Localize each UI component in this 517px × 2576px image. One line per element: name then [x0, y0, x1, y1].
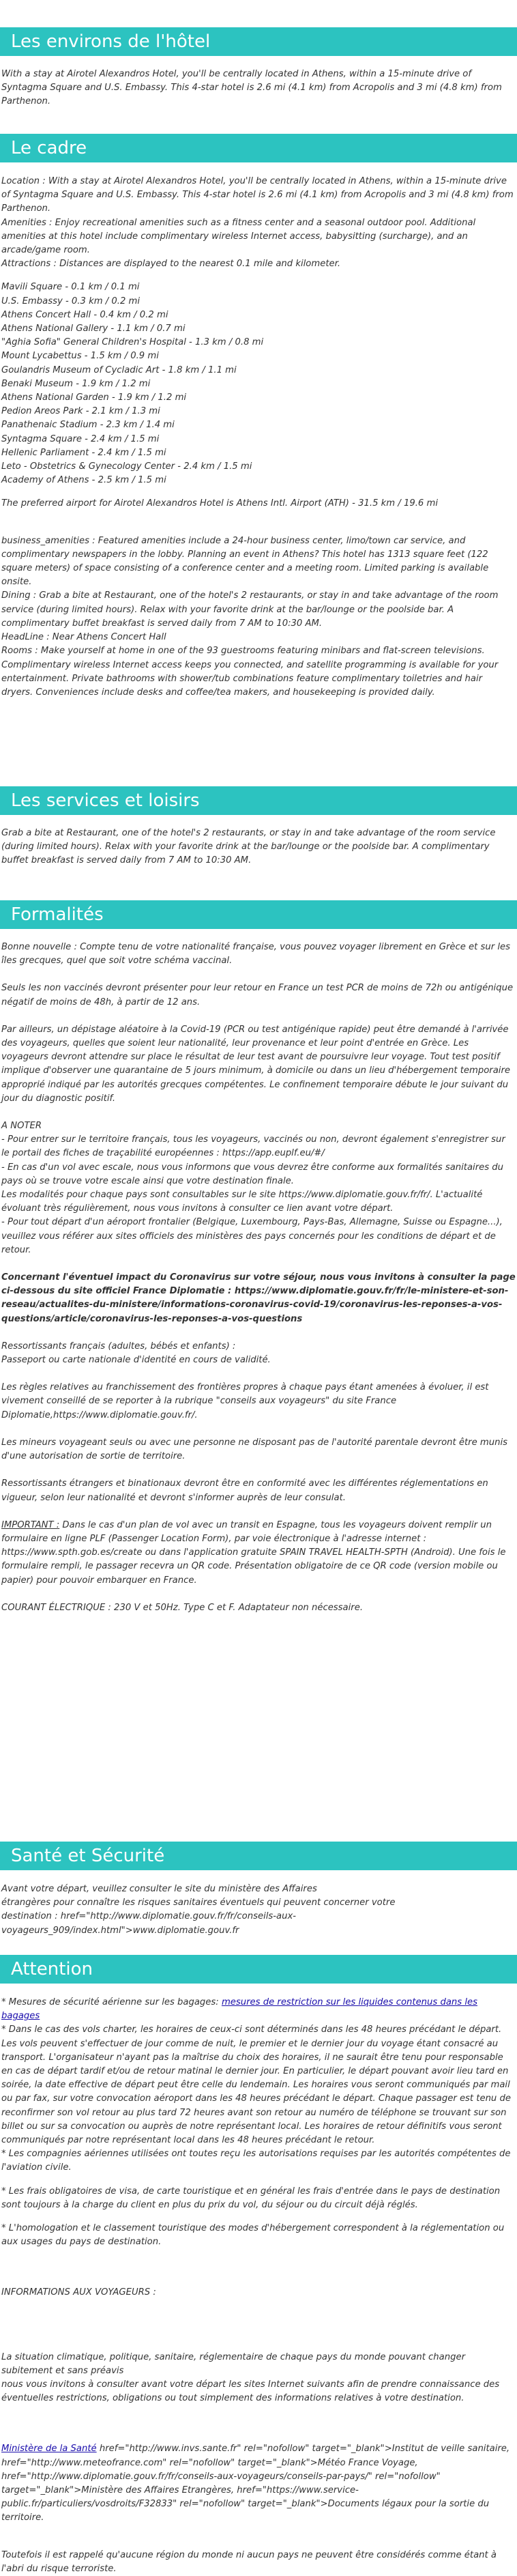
section-attention	[0, 1955, 517, 1984]
environs-text	[0, 68, 517, 109]
section-sante	[0, 1842, 517, 1870]
distance-item: "Aghia Sofia" General Children's Hospital - 1.3 km / 0.8 mi	[1, 337, 264, 348]
anoter-item: Les modalités pour chaque pays sont consultables sur le site https://www.diplomatie.gouv.fr/fr/. L'actualité évoluant très régulièrement, nous vous invitons à consulter ce lien avant votre départ.	[1, 1190, 483, 1214]
coronavirus-notice: Concernant l'éventuel impact du Coronavirus sur votre séjour, nous vous invitons à consulter la page ci-dessous du site officiel France Diplomatie : https://www.diplomatie.gouv.fr/fr/le-ministere-et-son-reseau/actualites-du-ministere/informations-coronavirus-covid-19/coronavirus-les-reponses-a-vos-questions/article/coronavirus-les-reponses-a-vos-questions	[1, 1272, 516, 1324]
section-title-attention: Attention	[0, 1955, 517, 1984]
cadre-amenities: Amenities : Enjoy recreational amenities such as a fitness center and a seasonal outdoor pool. Additional amenities at this hotel include complimentary wireless Internet access, babysitting (surcharge), and an arcade/game room.	[1, 217, 476, 256]
etrangers-notice: Ressortissants étrangers et binationaux devront être en conformité avec les différentes réglementations en vigueur, selon leur nationalité et devront s'informer auprès de leur consulat.	[1, 1478, 488, 1503]
anoter-title: A NOTER	[1, 1121, 42, 1132]
distance-item: Goulandris Museum of Cycladic Art - 1.8 km / 1.1 mi	[1, 364, 237, 375]
liens-text: href="http://www.invs.sante.fr" rel="nofollow" target="_blank">Institut de veille sanitaire, href="http://www.meteofrance.com" rel="nofollow" target="_blank">Météo France Voyage, href="http://www.diplomatie.gouv.fr/fr/conseils-aux-voyageurs/conseils-par-pays/" rel="nofollow" target="_blank">Ministère des Affaires Etrangères, href="https://www.service-public.fr/particuliers/vosdroits/F32833" rel="nofollow" target="_blank">Documents légaux pour la sortie du territoire.	[1, 2444, 510, 2523]
distance-item: Athens Concert Hall - 0.4 km / 0.2 mi	[1, 309, 168, 320]
anoter-item: - Pour entrer sur le territoire français, tous les voyageurs, vaccinés ou non, devront également s'enregistrer sur le portail des fiches de traçabilité européennes : https://app.euplf.eu/#/	[1, 1134, 505, 1159]
distance-list	[1, 281, 516, 487]
infos-voyageurs: INFORMATIONS AUX VOYAGEURS :	[1, 2287, 156, 2298]
courant-electrique: COURANT ÉLECTRIQUE : 230 V et 50Hz. Type C et F. Adaptateur non nécessaire.	[1, 1602, 364, 1613]
mesures-paragraph	[1, 1996, 516, 2023]
invitons-paragraph: nous vous invitons à consulter avant votre départ les sites Internet suivants afin de prendre connaissance des éventuelles restrictions, obligations ou tout simplement des informations relatives à votre destination.	[1, 2379, 500, 2404]
distance-item: U.S. Embassy - 0.3 km / 0.2 mi	[1, 296, 141, 306]
mesures-link[interactable]: mesures de restriction sur les liquides contenus dans les bagages	[1, 1997, 477, 2022]
important-notice	[1, 1519, 516, 1588]
regles-frontieres: Les règles relatives au franchissement des frontières propres à chaque pays étant amenées à évoluer, il est vivement conseillé de se reporter à la rubrique "conseils aux voyageurs" du site France Diplomatie,https://www.diplomatie.gouv.fr/.	[1, 1382, 489, 1420]
section-formalites	[0, 900, 517, 929]
distance-item: Athens National Gallery - 1.1 km / 0.7 mi	[1, 324, 186, 334]
distance-item: Pedion Areos Park - 2.1 km / 1.3 mi	[1, 406, 160, 417]
cadre-airport: The preferred airport for Airotel Alexandros Hotel is Athens Intl. Airport (ATH) - 31.5 km / 19.6 mi	[1, 498, 439, 509]
distance-item: Mavili Square - 0.1 km / 0.1 mi	[1, 282, 140, 293]
cadre-attractions: Attractions : Distances are displayed to the nearest 0.1 mile and kilometer.	[1, 259, 341, 270]
distance-item: Mount Lycabettus - 1.5 km / 0.9 mi	[1, 351, 159, 362]
formalites-p3: Par ailleurs, un dépistage aléatoire à la Covid-19 (PCR ou test antigénique rapide) peut être demandé à l'arrivée des voyageurs, quelles que soient leur nationalité, leur provenance et leur point d'entrée en Grèce. Les voyageurs devront attendre sur place le résultat de leur test avant de poursuivre leur voyage. Tout test positif implique d'observer une quarantaine de 5 jours minimum, à domicile ou dans un lieu d'hébergement temporaire approprié indiqué par les autorités grecques compétentes. Le confinement temporaire débute le jour suivant du jour du diagnostic positif.	[1, 1024, 510, 1104]
cadre-business: business_amenities : Featured amenities include a 24-hour business center, limo/town car service, and complimentary newspapers in the lobby. Planning an event in Athens? This hotel has 1313 square feet (122 square meters) of space consisting of a conference center and a meeting room. Limited parking is available onsite.	[1, 535, 489, 588]
section-environs	[0, 27, 517, 56]
sante-line: étrangères pour connaître les risques sanitaires éventuels qui peuvent concerner votre	[1, 1898, 396, 1908]
distance-item: Syntagma Square - 2.4 km / 1.5 mi	[1, 433, 160, 444]
section-cadre	[0, 134, 517, 162]
cadre-location: Location : With a stay at Airotel Alexandros Hotel, you'll be centrally located in Athens, within a 15-minute drive of Syntagma Square and U.S. Embassy. This 4-star hotel is 2.6 mi (4.1 km) from Acropolis and 3 mi (4.8 km) from Parthenon.	[1, 176, 514, 214]
ministere-sante-link[interactable]: Ministère de la Santé	[1, 2444, 97, 2455]
frais-paragraph: * Les frais obligatoires de visa, de carte touristique et en général les frais d'entrée dans le pays de destination sont toujours à la charge du client en plus du prix du vol, du séjour ou du circuit déjà réglés.	[1, 2186, 501, 2210]
distance-item: Hellenic Parliament - 2.4 km / 1.5 mi	[1, 447, 166, 458]
mesures-prefix: * Mesures de sécurité aérienne sur les bagages:	[1, 1997, 222, 2007]
cadre-text	[0, 175, 517, 700]
distance-item: Benaki Museum - 1.9 km / 1.2 mi	[1, 378, 151, 389]
ressortissants-title: Ressortissants français (adultes, bébés et enfants) :	[1, 1341, 236, 1351]
attention-text	[0, 1996, 517, 2576]
formalites-p2: Seuls les non vaccinés devront présenter pour leur retour en France un test PCR de moins de 72h ou antigénique négatif de moins de 48h, à partir de 12 ans.	[1, 983, 514, 1007]
section-title-environs: Les environs de l'hôtel	[0, 27, 517, 56]
section-title-formalites: Formalités	[0, 900, 517, 929]
formalites-p1: Bonne nouvelle : Compte tenu de votre nationalité française, vous pouvez voyager librement en Grèce et sur les îles grecques, quel que soit votre schéma vaccinal.	[1, 942, 511, 967]
distance-item: Academy of Athens - 2.5 km / 1.5 mi	[1, 475, 166, 486]
sante-line: destination : href="http://www.diplomatie.gouv.fr/fr/conseils-aux-voyageurs_909/index.html">www.diplomatie.gouv.fr	[1, 1911, 297, 1936]
section-title-services: Les services et loisirs	[0, 786, 517, 815]
compagnies-paragraph: * Les compagnies aériennes utilisées ont toutes reçu les autorisations requises par les autorités compétentes de l'aviation civile.	[1, 2149, 511, 2173]
cadre-rooms: Rooms : Make yourself at home in one of the 93 guestrooms featuring minibars and flat-screen televisions. Complimentary wireless Internet access keeps you connected, and satellite programming is available for your entertainment. Private bathrooms with shower/tub combinations feature complimentary toiletries and hair dryers. Conveniences include desks and coffee/tea makers, and housekeeping is provided daily.	[1, 646, 499, 698]
mineurs-notice: Les mineurs voyageant seuls ou avec une personne ne disposant pas de l'autorité parentale devront être munis d'une autorisation de sortie de territoire.	[1, 1437, 507, 1462]
sante-line: Avant votre départ, veuillez consulter le site du ministère des Affaires	[1, 1884, 317, 1894]
homologation-paragraph: * L'homologation et le classement touristique des modes d'hébergement correspondent à la réglementation ou aux usages du pays de destination.	[1, 2223, 505, 2248]
environs-paragraph: With a stay at Airotel Alexandros Hotel, you'll be centrally located in Athens, within a 15-minute drive of Syntagma Square and U.S. Embassy. This 4-star hotel is 2.6 mi (4.1 km) from Acropolis and 3 mi (4.8 km) from Parthenon.	[1, 69, 502, 107]
sante-text	[0, 1883, 517, 1938]
distance-item: Leto - Obstetrics & Gynecology Center - 2.4 km / 1.5 mi	[1, 461, 252, 472]
formalites-text	[0, 941, 517, 1615]
anoter-item: - Pour tout départ d'un aéroport frontalier (Belgique, Luxembourg, Pays-Bas, Allemagne, Suisse ou Espagne...), veuillez vous référer aux sites officiels des ministères des pays concernés pour les conditions de départ et de retour.	[1, 1217, 503, 1255]
important-label: IMPORTANT :	[1, 1519, 60, 1530]
services-text	[0, 827, 517, 868]
services-paragraph: Grab a bite at Restaurant, one of the hotel's 2 restaurants, or stay in and take advantage of the room service (during limited hours). Relax with your favorite drink at the bar/lounge or the poolside bar. A complimentary buffet breakfast is served daily from 7 AM to 10:30 AM.	[1, 828, 496, 866]
section-title-sante: Santé et Sécurité	[0, 1842, 517, 1870]
important-text: Dans le cas d'un plan de vol avec un transit en Espagne, tous les voyageurs doivent remplir un formulaire en ligne PLF (Passenger Location Form), par voie électronique à l'adresse internet : https://www.spth.gob.es/create ou dans l'application gratuite SPAIN TRAVEL HEALTH-SPTH (Android). Une fois le formulaire rempli, le passager recevra un QR code. Présentation obligatoire de ce QR code (version mobile ou papier) pour pouvoir embarquer en France.	[1, 1519, 506, 1586]
cadre-headline: HeadLine : Near Athens Concert Hall	[1, 632, 166, 643]
distance-item: Panathenaic Stadium - 2.3 km / 1.4 mi	[1, 420, 175, 431]
liens-paragraph	[1, 2442, 516, 2525]
section-title-cadre: Le cadre	[0, 134, 517, 162]
situation-paragraph: La situation climatique, politique, sanitaire, réglementaire de chaque pays du monde pouvant changer subitement et sans préavis	[1, 2351, 466, 2376]
section-services	[0, 786, 517, 815]
cadre-dining: Dining : Grab a bite at Restaurant, one of the hotel's 2 restaurants, or stay in and take advantage of the room service (during limited hours). Relax with your favorite drink at the bar/lounge or the poolside bar. A complimentary buffet breakfast is served daily from 7 AM to 10:30 AM.	[1, 590, 499, 629]
distance-item: Athens National Garden - 1.9 km / 1.2 mi	[1, 392, 187, 403]
vols-charter-paragraph: * Dans le cas des vols charter, les horaires de ceux-ci sont déterminés dans les 48 heures précédant le départ. Les vols peuvent s'effectuer de jour comme de nuit, le premier et le dernier jour du voyage étant consacré au transport. L'organisateur n'ayant pas la maîtrise du choix des horaires, il ne saurait être tenu pour responsable en cas de départ tardif et/ou de retour matinal le dernier jour. En particulier, le départ pouvant avoir lieu tard en soirée, la date effective de départ peut être celle du lendemain. Les horaires vous seront communiqués par mail ou par fax, sur votre convocation aéroport dans les 48 heures précédant le départ. Chaque passager est tenu de reconfirmer son vol retour au plus tard 72 heures avant son retour au numéro de téléphone se trouvant sur son billet ou sur sa convocation ou auprès de notre représentant local. Les horaires de retour définitifs vous seront communiqués par notre représentant local dans les 48 heures précédant le retour.	[1, 2024, 511, 2146]
toutefois-paragraph: Toutefois il est rappelé qu'aucune région du monde ni aucun pays ne peuvent être considérés comme étant à l'abri du risque terroriste.	[1, 2549, 497, 2574]
anoter-item: - En cas d'un vol avec escale, nous vous informons que vous devrez être conforme aux formalités sanitaires du pays où se trouve votre escale ainsi que votre destination finale.	[1, 1162, 504, 1186]
ressortissants-docs: Passeport ou carte nationale d'identité en cours de validité.	[1, 1355, 271, 1366]
